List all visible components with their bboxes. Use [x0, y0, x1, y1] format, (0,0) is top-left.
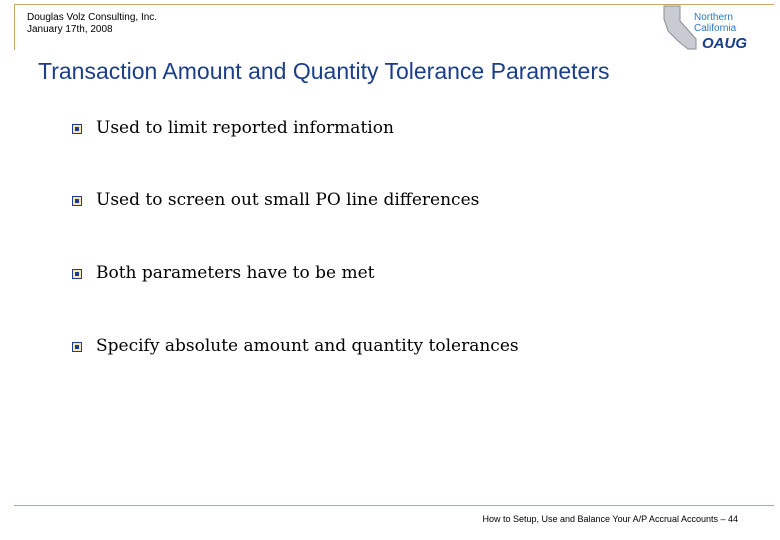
square-bullet-icon [72, 124, 82, 134]
bullet-text: Specify absolute amount and quantity tolerances [96, 336, 519, 356]
header-left-rule [14, 4, 15, 50]
oaug-logo [658, 3, 770, 51]
slide-title: Transaction Amount and Quantity Tolerance Parameters [38, 58, 610, 84]
footer-rule [14, 505, 774, 506]
bullet-text: Both parameters have to be met [96, 263, 375, 283]
header-info [27, 12, 157, 36]
bullet-text: Used to screen out small PO line differences [96, 190, 480, 210]
logo-line1: Northern [694, 12, 733, 23]
square-bullet-icon [72, 196, 82, 206]
square-bullet-icon [72, 269, 82, 279]
bullet-text: Used to limit reported information [96, 118, 394, 138]
california-map-icon [664, 6, 696, 49]
square-bullet-icon [72, 342, 82, 352]
logo-wordmark: OAUG [702, 35, 747, 51]
footer-text: How to Setup, Use and Balance Your A/P Accrual Accounts – 44 [482, 514, 738, 524]
presentation-date: January 17th, 2008 [27, 24, 113, 35]
logo-line2: California [694, 23, 737, 34]
company-name: Douglas Volz Consulting, Inc. [27, 12, 158, 23]
